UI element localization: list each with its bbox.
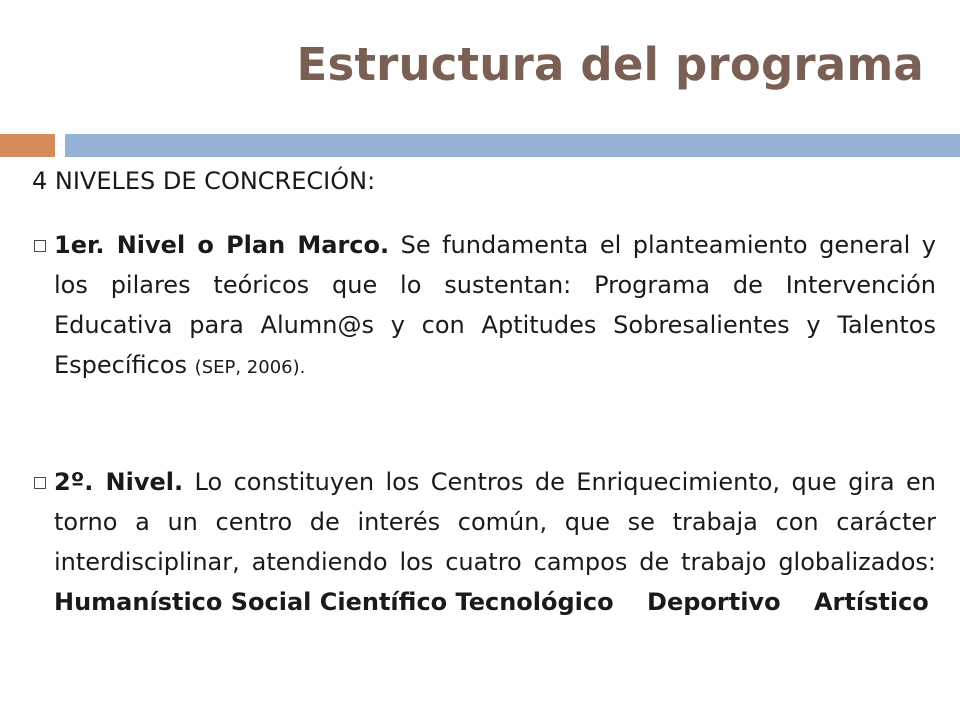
item-lead: 1er. Nivel o Plan Marco. bbox=[54, 231, 390, 259]
square-bullet-icon bbox=[34, 477, 46, 489]
list-item-text bbox=[54, 225, 936, 388]
accent-bar-orange bbox=[0, 134, 55, 157]
item-body: Se fundamenta el planteamiento general y los pilares teóricos que lo sustentan: Programa de Intervención Educativa para Alumn@s y con Aptitudes Sobresalientes y Talentos Específicos bbox=[54, 231, 936, 379]
list-item-text bbox=[54, 462, 936, 622]
item-fields: Humanístico Social Científico Tecnológico Deportivo Artístico bbox=[54, 588, 929, 616]
item-body: Lo constituyen los Centros de Enriquecimiento, que gira en torno a un centro de interés común, que se trabaja con carácter interdisciplinar, atendiendo los cuatro campos de trabajo globalizados: bbox=[54, 468, 936, 576]
list-item-level-2 bbox=[32, 462, 936, 622]
item-citation: (SEP, 2006). bbox=[194, 357, 306, 378]
slide-title: Estructura del programa bbox=[296, 38, 924, 91]
item-lead: 2º. Nivel. bbox=[54, 468, 184, 496]
section-heading: 4 NIVELES DE CONCRECIÓN: bbox=[32, 167, 376, 195]
square-bullet-icon bbox=[34, 240, 46, 252]
accent-bar-blue bbox=[65, 134, 960, 157]
list-item-level-1 bbox=[32, 225, 936, 388]
